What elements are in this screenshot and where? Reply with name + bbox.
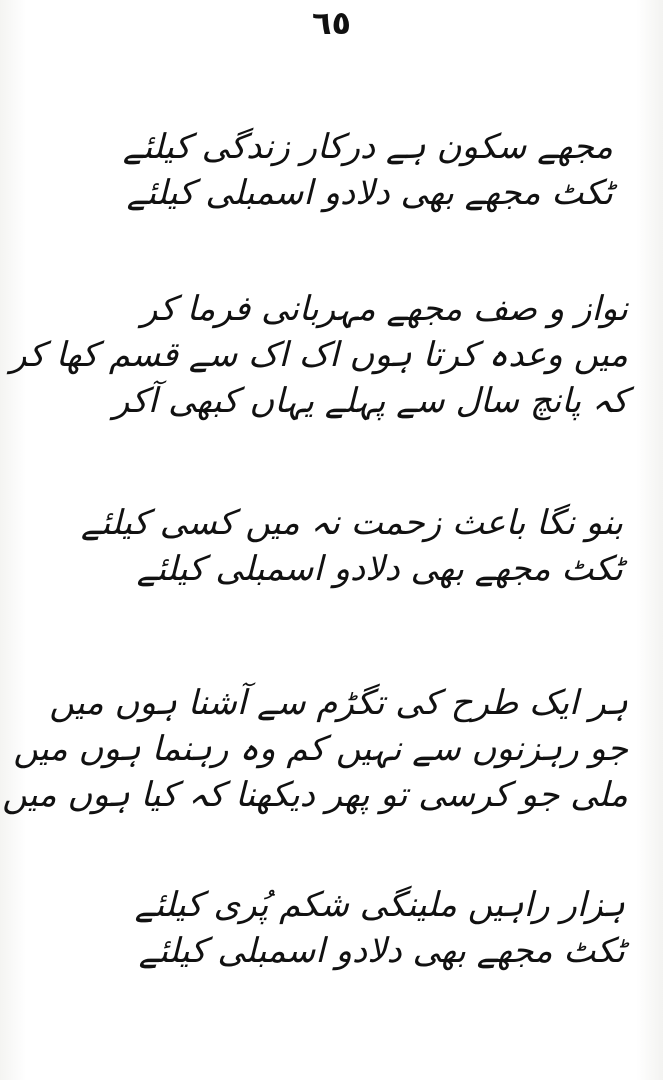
verse-line: ملی جو کرسی تو پھر دیکھنا کہ کیا ہوں میں (2, 775, 628, 815)
stanza-4 (2, 680, 628, 818)
verse-line: ہر ایک طرح کی تگڑم سے آشنا ہوں میں (49, 683, 628, 723)
stanza-1 (123, 124, 613, 216)
stanza-5 (135, 882, 625, 974)
verse-line: ہزار راہیں ملینگی شکم پُری کیلئے (134, 885, 625, 925)
verse-line: میں وعدہ کرتا ہوں اک اک سے قسم کھا کر (10, 335, 628, 375)
verse-line: بنو نگا باعث زحمت نہ میں کسی کیلئے (81, 503, 623, 543)
stanza-2 (10, 286, 628, 424)
stanza-3 (81, 500, 623, 592)
verse-line: نواز و صف مجھے مہربانی فرما کر (140, 289, 628, 329)
verse-line: جو رہزنوں سے نہیں کم وہ رہنما ہوں میں (13, 729, 628, 769)
verse-line: ٹکٹ مجھے بھی دلادو اسمبلی کیلئے (136, 549, 623, 589)
page-number: ٦٥ (311, 4, 352, 42)
verse-line: ٹکٹ مجھے بھی دلادو اسمبلی کیلئے (138, 931, 625, 971)
verse-line: ٹکٹ مجھے بھی دلادو اسمبلی کیلئے (126, 173, 613, 213)
verse-line: کہ پانچ سال سے پہلے یہاں کبھی آکر (112, 381, 628, 421)
verse-line: مجھے سکون ہے درکار زندگی کیلئے (122, 127, 613, 167)
